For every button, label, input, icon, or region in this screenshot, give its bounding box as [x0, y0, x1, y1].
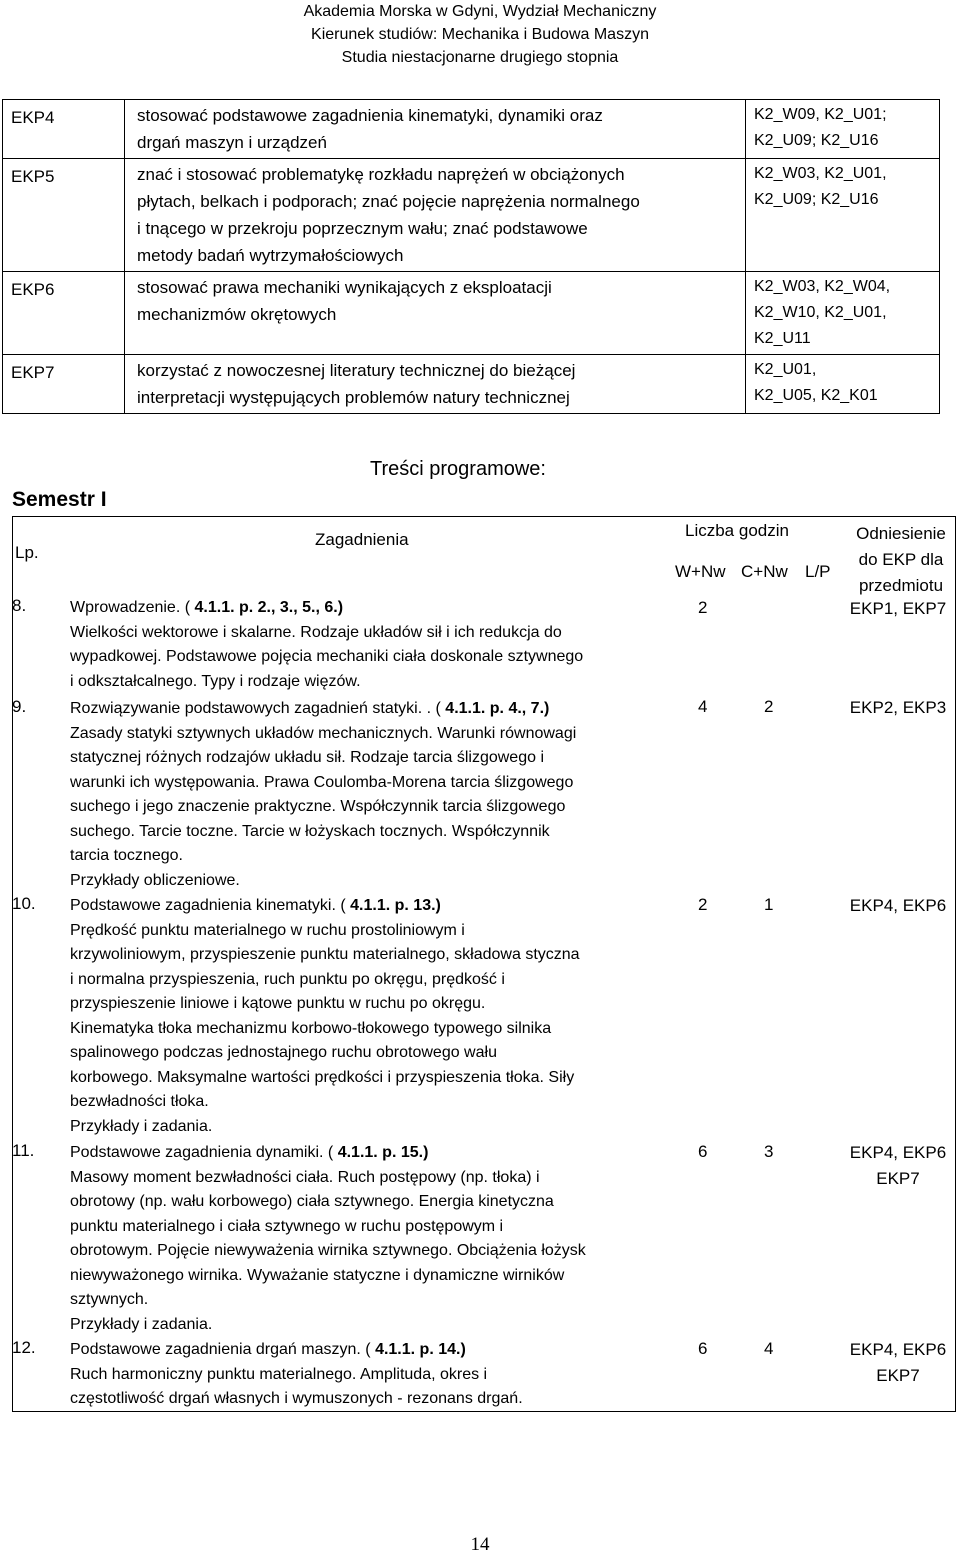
topic-line: Prędkość punktu materialnego w ruchu prostoliniowym i	[70, 921, 465, 939]
topic-title-plain: Wprowadzenie. (	[70, 599, 195, 616]
topic-line: suchego. Tarcie toczne. Tarcie w łożyskach tocznych. Współczynnik	[70, 822, 550, 840]
hours-cnw: 2	[764, 697, 774, 716]
ekp-line: znać i stosować problematykę rozkładu naprężeń w obciążonych	[137, 165, 625, 184]
topic-line: wypadkowej. Podstawowe pojęcia mechaniki ciała doskonale sztywnego	[70, 648, 584, 665]
topic-text	[70, 697, 668, 893]
topic-number: 9.	[12, 697, 27, 716]
header-zagadnienia: Zagadnienia	[315, 530, 409, 549]
topic-line: i normalna przyspieszenia, ruch punktu po okręgu, prędkość i	[70, 970, 505, 988]
header-line-3: Studia niestacjonarne drugiego stopnia	[341, 49, 619, 66]
topic-line: krzywoliniowym, przyspieszenie punktu materialnego, składowa styczna	[70, 946, 580, 963]
topic-line: niewyważonego wirnika. Wyważanie statyczne i dynamiczne wirników	[70, 1266, 565, 1284]
header-lp-short: L/P	[805, 562, 831, 581]
hours-cnw: 4	[764, 1339, 774, 1358]
semester-label: Semestr I	[12, 488, 107, 511]
ekp-code: EKP6	[3, 272, 125, 355]
ekp-refs	[746, 100, 940, 159]
topic-line: bezwładności tłoka.	[70, 1093, 209, 1110]
ekp-reference	[838, 1140, 958, 1192]
topic-line: Przykłady obliczeniowe.	[70, 871, 240, 889]
topic-text	[70, 894, 668, 1139]
table-row	[3, 355, 940, 414]
topic-title	[70, 894, 668, 919]
table-row	[3, 159, 940, 272]
ekp-code: EKP5	[3, 159, 125, 272]
ekp-ref-line: K2_U09; K2_U16	[754, 132, 879, 149]
topic-line: Masowy moment bezwładności ciała. Ruch postępowy (np. tłoka) i	[70, 1168, 540, 1186]
topic-title-bold: 4.1.1. p. 13.)	[350, 897, 441, 914]
topic-line: obrotowy (np. wału korbowego) ciała sztywnego. Energia kinetyczna	[70, 1193, 554, 1210]
hours-wnw: 2	[698, 895, 708, 914]
ekp-reference-line: EKP1, EKP7	[849, 599, 947, 618]
ekp-reference-line: EKP7	[876, 1169, 920, 1188]
topic-title-bold: 4.1.1. p. 2., 3., 5., 6.)	[194, 599, 344, 616]
header-odniesienie-line: przedmiotu	[858, 576, 944, 595]
topic-title	[70, 1141, 668, 1166]
hours-cnw: 1	[764, 895, 774, 914]
ekp-description	[125, 100, 746, 159]
header-line-2: Kierunek studiów: Mechanika i Budowa Maszyn	[311, 26, 649, 43]
ekp-description	[125, 159, 746, 272]
topic-line: obrotowym. Pojęcie niewyważenia wirnika sztywnego. Obciążenia łożysk	[70, 1242, 586, 1259]
topic-line: tarcia tocznego.	[70, 847, 183, 864]
ekp-description	[125, 272, 746, 355]
ekp-line: płytach, belkach i podporach; znać pojęcie naprężenia normalnego	[137, 192, 640, 211]
topic-number: 11.	[12, 1141, 35, 1160]
topic-number: 8.	[12, 596, 27, 615]
topic-line: Kinematyka tłoka mechanizmu korbowo-tłokowego typowego silnika	[70, 1019, 552, 1037]
topic-line: częstotliwość drgań własnych i wymuszonych - rezonans drgań.	[70, 1390, 523, 1407]
topic-title-plain: Podstawowe zagadnienia dynamiki. (	[70, 1144, 338, 1161]
ekp-code: EKP4	[3, 100, 125, 159]
header-odniesienie-line: Odniesienie	[856, 524, 946, 543]
topic-title-plain: Podstawowe zagadnienia kinematyki. (	[70, 897, 351, 914]
topic-line: spalinowego podczas jednostajnego ruchu obrotowego wału	[70, 1044, 497, 1061]
topic-title-bold: 4.1.1. p. 14.)	[375, 1341, 466, 1358]
ekp-ref-line: K2_U05, K2_K01	[754, 387, 878, 404]
ekp-line: stosować prawa mechaniki wynikających z eksploatacji	[137, 278, 552, 297]
header-cnw: C+Nw	[741, 562, 788, 581]
ekp-reference	[838, 596, 958, 622]
section-title: Treści programowe:	[370, 458, 546, 480]
table-row	[3, 100, 940, 159]
topic-text	[70, 1338, 668, 1412]
ekp-reference	[838, 1337, 958, 1389]
ekp-reference	[838, 893, 958, 919]
topic-line: punktu materialnego i ciała sztywnego w ruchu postępowym i	[70, 1217, 504, 1235]
topic-title-plain: Podstawowe zagadnienia drgań maszyn. (	[70, 1341, 376, 1358]
page-number: 14	[470, 1534, 490, 1555]
ekp-ref-line: K2_W09, K2_U01;	[754, 106, 887, 123]
header-odniesienie	[845, 521, 957, 599]
topic-line: przyspieszenie liniowe i kątowe punktu w ruchu po okręgu.	[70, 995, 486, 1012]
hours-cnw: 3	[764, 1142, 774, 1161]
topic-line: Przykłady i zadania.	[70, 1117, 213, 1135]
topic-number: 12.	[12, 1338, 36, 1357]
header-odniesienie-line: do EKP dla	[858, 550, 944, 569]
ekp-refs	[746, 272, 940, 355]
hours-wnw: 2	[698, 598, 708, 617]
hours-wnw: 4	[698, 697, 708, 716]
topic-text	[70, 1141, 668, 1337]
header-line-1: Akademia Morska w Gdyni, Wydział Mechaniczny	[303, 3, 657, 20]
topic-number: 10.	[12, 894, 36, 913]
ekp-ref-line: K2_U09; K2_U16	[754, 191, 879, 208]
header-lp: Lp.	[15, 543, 39, 562]
document-header	[0, 0, 960, 69]
ekp-reference-line: EKP4, EKP6	[849, 896, 947, 915]
ekp-description	[125, 355, 746, 414]
ekp-line: i tnącego w przekroju poprzecznym wału; znać podstawowe	[137, 219, 588, 238]
topic-line: warunki ich występowania. Prawa Coulomba-Morena tarcia ślizgowego	[70, 773, 574, 791]
topic-title	[70, 1338, 668, 1363]
ekp-line: stosować podstawowe zagadnienia kinematyki, dynamiki oraz	[137, 106, 603, 125]
topic-title-bold: 4.1.1. p. 15.)	[337, 1144, 429, 1161]
ekp-ref-line: K2_W10, K2_U01,	[754, 304, 887, 321]
hours-wnw: 6	[698, 1142, 708, 1161]
header-liczba-godzin: Liczba godzin	[685, 521, 789, 540]
topic-line: Zasady statyki sztywnych układów mechanicznych. Warunki równowagi	[70, 724, 577, 742]
ekp-reference-line: EKP2, EKP3	[849, 698, 947, 717]
topic-line: i odkształcalnego. Typy i rodzaje więzów.	[70, 672, 361, 690]
ekp-table	[2, 99, 940, 414]
ekp-line: mechanizmów okrętowych	[137, 305, 337, 324]
ekp-ref-line: K2_W03, K2_U01,	[754, 165, 887, 182]
topic-text	[70, 596, 668, 694]
ekp-ref-line: K2_W03, K2_W04,	[754, 278, 891, 295]
topic-title	[70, 596, 668, 621]
ekp-line: drgań maszyn i urządzeń	[137, 133, 327, 152]
topic-line: suchego i jego znaczenie praktyczne. Współczynnik tarcia ślizgowego	[70, 798, 566, 815]
ekp-ref-line: K2_U11	[754, 330, 811, 347]
topic-title-bold: 4.1.1. p. 4., 7.)	[445, 700, 550, 717]
ekp-code: EKP7	[3, 355, 125, 414]
ekp-line: korzystać z nowoczesnej literatury technicznej do bieżącej	[137, 361, 576, 380]
topic-line: sztywnych.	[70, 1291, 149, 1308]
ekp-ref-line: K2_U01,	[754, 361, 817, 378]
ekp-reference-line: EKP4, EKP6	[849, 1143, 947, 1162]
topic-line: Przykłady i zadania.	[70, 1315, 213, 1333]
topic-line: statycznej różnych rodzajów układu sił. Rodzaje tarcia ślizgowego i	[70, 749, 544, 766]
ekp-line: interpretacji występujących problemów natury technicznej	[137, 388, 570, 407]
ekp-line: metody badań wytrzymałościowych	[137, 246, 404, 265]
topic-title-plain: Rozwiązywanie podstawowych zagadnień statyki. . (	[70, 700, 446, 717]
ekp-refs	[746, 355, 940, 414]
ekp-reference-line: EKP7	[876, 1366, 920, 1385]
ekp-reference	[838, 695, 958, 721]
topic-line: korbowego. Maksymalne wartości prędkości i przyspieszenia tłoka. Siły	[70, 1068, 575, 1086]
topic-line: Wielkości wektorowe i skalarne. Rodzaje układów sił i ich redukcja do	[70, 623, 562, 641]
hours-wnw: 6	[698, 1339, 708, 1358]
ekp-reference-line: EKP4, EKP6	[849, 1340, 947, 1359]
topic-title	[70, 697, 668, 722]
header-wnw: W+Nw	[675, 562, 726, 581]
ekp-refs	[746, 159, 940, 272]
table-row	[3, 272, 940, 355]
topic-line: Ruch harmoniczny punktu materialnego. Amplituda, okres i	[70, 1365, 488, 1383]
